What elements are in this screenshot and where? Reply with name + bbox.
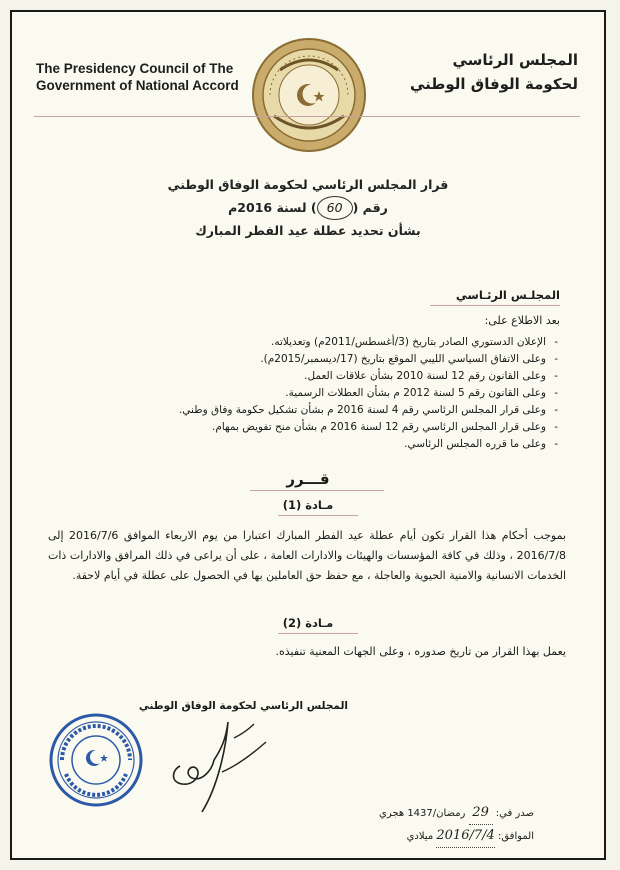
reference-item: - الإعلان الدستوري الصادر بتاريخ (3/أغسطس/2011م) وتعديلاته.: [179, 334, 546, 351]
reference-item: - وعلى القانون رقم 5 لسنة 2012 م بشأن العطلات الرسمية.: [179, 385, 546, 402]
article1-divider: [278, 515, 358, 516]
handwritten-signature: [162, 708, 282, 818]
decision-divider: [250, 490, 384, 491]
hijri-date-line: [379, 802, 534, 825]
references-list: [179, 334, 560, 453]
issue-dates: [379, 802, 534, 848]
reference-item: - وعلى قرار المجلس الرئاسي رقم 4 لسنة 2016 م بشأن تشكيل حكومة وفاق وطني.: [179, 402, 546, 419]
gregorian-date-line: [379, 825, 534, 848]
gna-emblem-logo: [250, 36, 368, 154]
header-english-line2: Government of National Accord: [36, 78, 239, 93]
hijri-day: 29: [469, 802, 493, 825]
header-arabic-line1: المجلس الرئاسي: [452, 51, 578, 69]
reference-item: - وعلى ما قرره المجلس الرئاسي.: [179, 436, 546, 453]
header-english: [36, 60, 239, 94]
reference-item: - وعلى الاتفاق السياسي الليبي الموقع بتاريخ (17/ديسمبر/2015م).: [179, 351, 546, 368]
header-arabic: [410, 48, 578, 96]
council-divider: [430, 305, 560, 306]
gregorian-suffix: ميلادي: [406, 831, 434, 842]
article2-divider: [278, 633, 358, 634]
after-review-label: بعد الاطلاع على:: [484, 314, 560, 327]
header-english-line1: The Presidency Council of The: [36, 61, 234, 76]
header-divider: [34, 116, 580, 117]
gregorian-date: 2016/7/4: [436, 825, 494, 848]
council-label: المجلـس الرئـاسي: [455, 288, 560, 302]
article2-heading: مـادة (2): [282, 616, 334, 630]
decision-title: قرار المجلس الرئاسي لحكومة الوفاق الوطني: [167, 177, 449, 192]
document-page: [10, 10, 606, 860]
header-arabic-line2: لحكومة الوفاق الوطني: [409, 75, 578, 93]
hijri-rest: رمضان/1437 هجري: [379, 808, 466, 819]
number-suffix: ) لسنة 2016م: [228, 200, 317, 215]
signature-title: المجلس الرئاسي لحكومة الوفاق الوطني: [138, 700, 348, 712]
decision-number: 60: [317, 196, 353, 220]
decision-titles: [12, 174, 604, 242]
decision-subject: بشأن تحديد عطلة عيد الفطر المبارك: [195, 223, 421, 238]
gregorian-label: الموافق:: [497, 831, 534, 842]
article1-heading: مـادة (1): [282, 498, 334, 512]
decision-number-line: [12, 196, 604, 220]
article1-text: بموجب أحكام هذا القرار تكون أيام عطلة عيد الفطر المبارك اعتبارا من يوم الاربعاء الموافق 2016/7/6 إلى 2016/7/8 ، وذلك في كافة المؤسسات والهيئات والادارات العامة ، على أن يراعى في ذلك المرافق والادارات ذات الخدمات الانسانية والامنية الحيوية والعاجلة ، مع حفظ حق العاملين بها في الحصول على عطلة في أيام لاحقة.: [48, 529, 566, 582]
decision-heading: قـــرر: [286, 470, 330, 488]
article2-text: يعمل بهذا القرار من تاريخ صدوره ، وعلى الجهات المعنية تنفيذه.: [275, 645, 566, 658]
reference-item: - وعلى القانون رقم 12 لسنة 2010 بشأن علاقات العمل.: [179, 368, 546, 385]
reference-item: - وعلى قرار المجلس الرئاسي رقم 12 لسنة 2016 م بشأن منح تفويض بمهام.: [179, 419, 546, 436]
official-stamp: [48, 712, 144, 808]
number-prefix: رقم (: [352, 200, 388, 215]
issued-label: صدر في:: [495, 808, 534, 819]
